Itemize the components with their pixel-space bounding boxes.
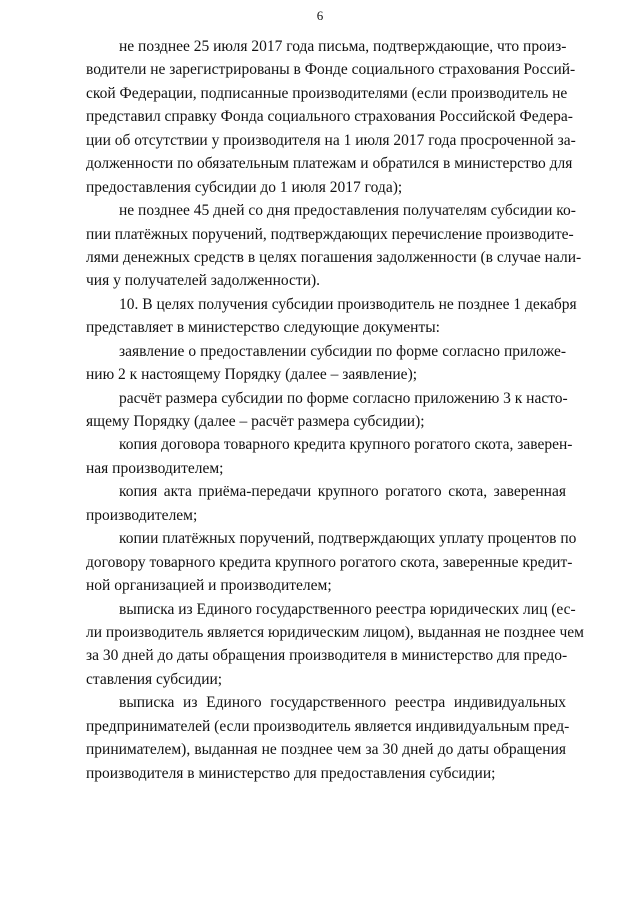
text-line: ной организацией и производителем;: [86, 577, 332, 595]
text-line: договору товарного кредита крупного рогатого скота, заверенные кредит-: [86, 553, 573, 571]
text-line: заявление о предоставлении субсидии по форме согласно приложе-: [119, 342, 566, 360]
text-line: расчёт размера субсидии по форме согласно приложению 3 к насто-: [119, 389, 568, 407]
text-line: копия договора товарного кредита крупного рогатого скота, заверен-: [119, 436, 573, 454]
text-line: 10. В целях получения субсидии производитель не позднее 1 декабря: [119, 295, 577, 313]
document-body: [86, 35, 584, 785]
text-line: за 30 дней до даты обращения производителя в министерство для предо-: [86, 647, 568, 665]
text-line: представляет в министерство следующие документы:: [86, 319, 440, 337]
text-line: производителя в министерство для предоставления субсидии;: [86, 764, 496, 782]
text-line: долженности по обязательным платежам и обратился в министерство для: [86, 155, 573, 173]
text-line: копия акта приёма-передачи крупного рогатого скота, заверенная: [119, 483, 566, 501]
text-line: ции об отсутствии у производителя на 1 июля 2017 года просроченной за-: [86, 131, 576, 149]
text-line: пии платёжных поручений, подтверждающих перечисление производите-: [86, 225, 574, 243]
text-line: ставления субсидии;: [86, 670, 223, 688]
text-line: предоставления субсидии до 1 июля 2017 года);: [86, 178, 403, 196]
text-line: ли производитель является юридическим лицом), выданная не позднее чем: [86, 623, 584, 641]
text-line: не позднее 25 июля 2017 года письма, подтверждающие, что произ-: [119, 38, 567, 55]
text-line: ная производителем;: [86, 459, 224, 477]
text-line: чия у получателей задолженности).: [86, 272, 321, 290]
text-line: выписка из Единого государственного реестра юридических лиц (ес-: [119, 600, 576, 618]
text-line: ской Федерации, подписанные производителями (если производитель не: [86, 84, 568, 102]
text-line: копии платёжных поручений, подтверждающих уплату процентов по: [119, 530, 577, 548]
text-line: нию 2 к настоящему Порядку (далее – заявление);: [86, 366, 418, 384]
text-line: производителем;: [86, 506, 198, 524]
text-line: представил справку Фонда социального страхования Российской Федера-: [86, 108, 573, 126]
page-number: 6: [316, 8, 324, 23]
text-line: лями денежных средств в целях погашения задолженности (в случае нали-: [86, 248, 582, 266]
text-line: не позднее 45 дней со дня предоставления получателям субсидии ко-: [119, 202, 576, 220]
text-line: предпринимателей (если производитель является индивидуальным пред-: [86, 717, 570, 735]
text-line: ящему Порядку (далее – расчёт размера субсидии);: [86, 413, 425, 430]
text-line: водители не зарегистрированы в Фонде социального страхования Россий-: [86, 61, 576, 79]
text-line: выписка из Единого государственного реестра индивидуальных: [119, 694, 566, 712]
text-line: принимателем), выданная не позднее чем за 30 дней до даты обращения: [86, 741, 566, 759]
